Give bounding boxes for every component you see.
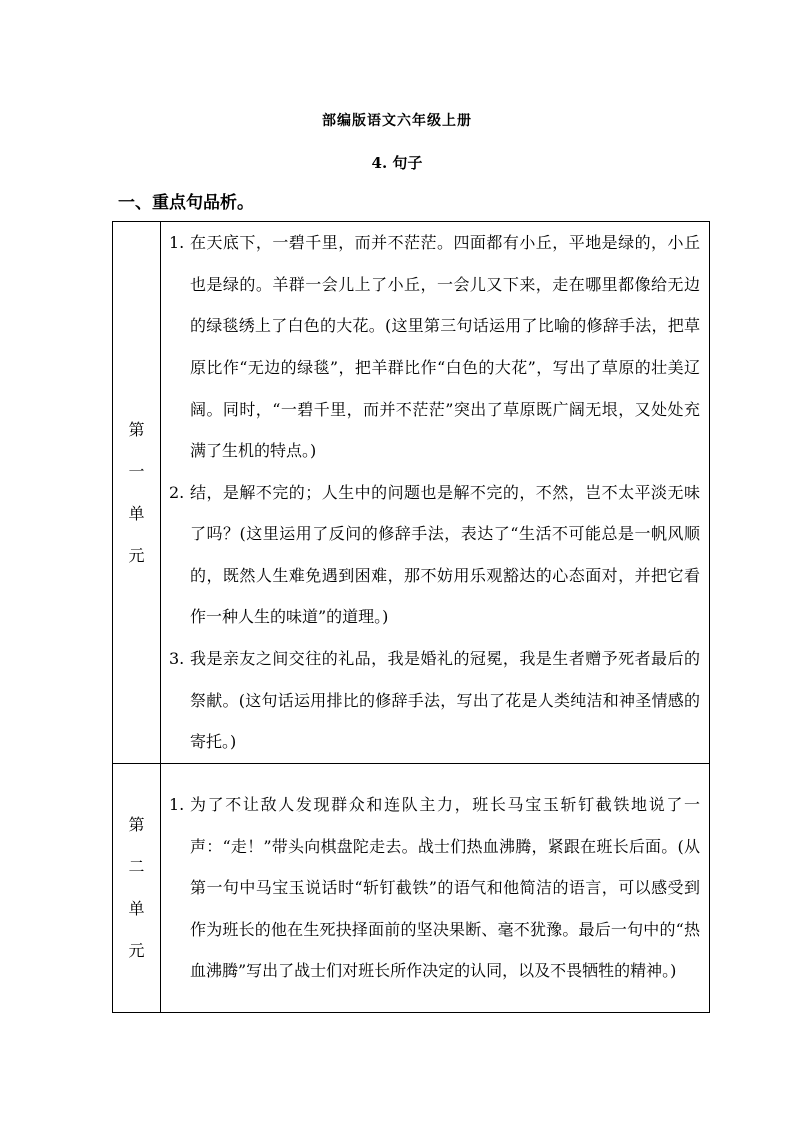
section-heading: 一、重点句品析。 bbox=[118, 193, 254, 213]
unit-label-char: 二 bbox=[128, 857, 145, 876]
unit-label-char: 元 bbox=[128, 545, 145, 565]
unit-label bbox=[114, 804, 159, 972]
item-text: 我是亲友之间交往的礼品，我是婚礼的冠冕，我是生者赠予死者最后的祭献。(这句话运用排比的修辞手法，写出了花是人类纯洁和神圣情感的寄托。) bbox=[190, 649, 700, 752]
sentence-list bbox=[169, 222, 700, 763]
document-title: 部编版语文六年级上册 bbox=[322, 113, 472, 129]
unit-label-char: 第 bbox=[128, 419, 145, 439]
unit-label-char: 单 bbox=[128, 503, 145, 523]
item-text: 在天底下，一碧千里，而并不茫茫。四面都有小丘，平地是绿的，小丘也是绿的。羊群一会儿上了小丘，一会儿又下来，走在哪里都像给无边的绿毯绣上了白色的大花。(这里第三句话运用了比喻的修辞手法，把草原比作“无边的绿毯”，把羊群比作“白色的大花”，写出了草原的壮美辽阔。同时，“一碧千里，而并不茫茫”突出了草原既广阔无垠，又处处充满了生机的特点。) bbox=[190, 233, 700, 461]
sentence-analysis-table bbox=[112, 221, 710, 1013]
item-text: 为了不让敌人发现群众和连队主力，班长马宝玉斩钉截铁地说了一声：“走！”带头向棋盘陀走去。战士们热血沸腾，紧跟在班长后面。(从第一句中马宝玉说话时“斩钉截铁”的语气和他简洁的语言，可以感受到作为班长的他在生死抉择面前的坚决果断、毫不犹豫。最后一句中的“热血沸腾”写出了战士们对班长所作决定的认同，以及不畏牺牲的精神。) bbox=[190, 795, 700, 981]
unit-row-2 bbox=[113, 764, 710, 1013]
unit-content-cell bbox=[161, 764, 710, 1013]
unit-row-1 bbox=[113, 222, 710, 764]
unit-label-cell bbox=[113, 764, 161, 1013]
unit-label-char: 元 bbox=[128, 941, 145, 960]
unit-label-char: 一 bbox=[128, 461, 145, 481]
item-number: 1. bbox=[169, 795, 185, 815]
sentence-list bbox=[169, 784, 700, 992]
item-text: 结，是解不完的；人生中的问题也是解不完的，不然，岂不太平淡无味了吗？(这里运用了反问的修辞手法，表达了“生活不可能总是一帆风顺的，既然人生难免遇到困难，那不妨用乐观豁达的心态面对，并把它看作一种人生的味道”的道理。) bbox=[190, 482, 700, 627]
item-number: 1. bbox=[169, 233, 185, 253]
unit-label bbox=[114, 409, 159, 577]
unit-content-cell bbox=[161, 222, 710, 764]
sentence-item bbox=[169, 784, 700, 992]
unit-label-cell bbox=[113, 222, 161, 764]
item-number: 2. bbox=[169, 482, 185, 502]
unit-label-char: 单 bbox=[128, 899, 145, 918]
sentence-item bbox=[169, 472, 700, 638]
unit-label-char: 第 bbox=[128, 815, 145, 834]
item-number: 3. bbox=[169, 649, 185, 669]
lesson-title: 4. 句子 bbox=[371, 154, 423, 172]
sentence-item bbox=[169, 222, 700, 472]
sentence-item bbox=[169, 638, 700, 763]
